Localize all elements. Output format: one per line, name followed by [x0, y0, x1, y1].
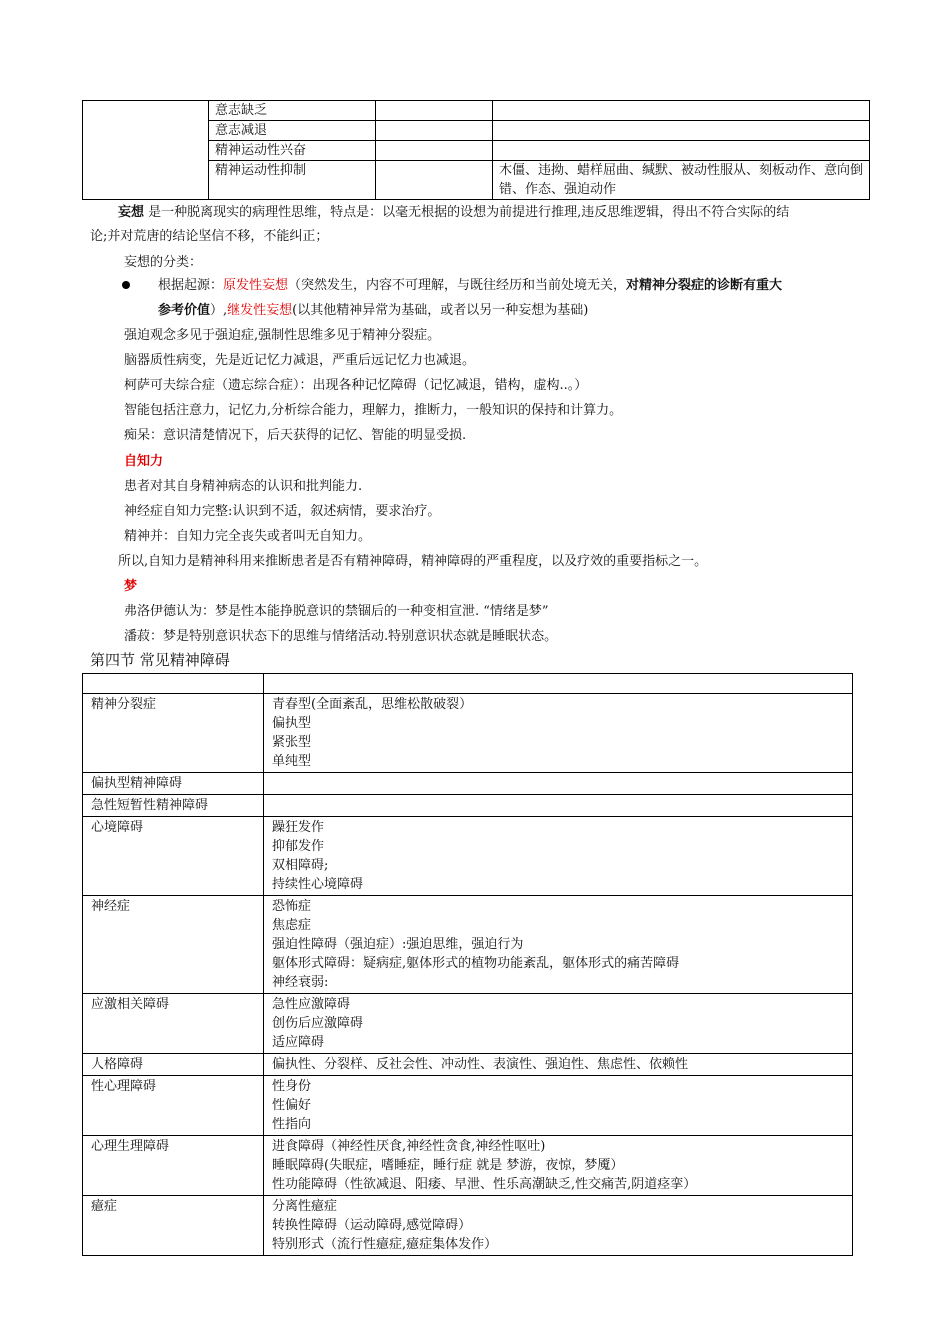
disorder-items — [264, 1136, 853, 1196]
disorder-item: 青春型(全面紊乱，思维松散破裂） — [272, 697, 473, 712]
disorder-name: 神经症 — [83, 896, 264, 994]
disorder-name: 癔症 — [83, 1196, 264, 1256]
delusion-definition-cont: 论;并对荒唐的结论坚信不移，不能纠正； — [90, 229, 329, 244]
note-line: 脑器质性病变，先是近记忆力减退，严重后远记忆力也减退。 — [124, 353, 476, 368]
table-cell-detail — [493, 121, 870, 141]
classification-bullet-cont: 参考价值）,继发性妄想(以其他精神异常为基础，或者以另一种妄想为基础) — [158, 303, 589, 318]
disorder-item: 抑郁发作 — [272, 839, 325, 854]
disorder-item: 睡眠障碍(失眠症，嗜睡症，睡行症 就是 梦游，夜惊，梦魇） — [272, 1158, 624, 1173]
disorder-item: 性指向 — [272, 1117, 312, 1132]
classification-title: 妄想的分类： — [124, 255, 203, 270]
secondary-delusion: 继发性妄想 — [227, 303, 293, 318]
disorder-item: 急性应激障碍 — [272, 997, 351, 1012]
insight-line: 神经症自知力完整:认识到不适，叙述病情，要求治疗。 — [124, 504, 441, 519]
disorder-items — [264, 1076, 853, 1136]
table-cell-label: 精神运动性兴奋 — [209, 141, 376, 161]
table-cell-label: 意志缺乏 — [209, 101, 376, 121]
disorder-name: 应激相关障碍 — [83, 994, 264, 1054]
note-line: 智能包括注意力，记忆力,分析综合能力，理解力，推断力，一般知识的保持和计算力。 — [124, 403, 623, 418]
table-cell-detail — [493, 101, 870, 121]
disorder-items — [264, 1196, 853, 1256]
disorder-items — [264, 694, 853, 773]
disorder-item: 性偏好 — [272, 1098, 312, 1113]
disorder-item: 性功能障碍（性欲减退、阳痿、早泄、性乐高潮缺乏,性交痛苦,阴道痉挛） — [272, 1177, 697, 1192]
disorder-item: 强迫性障碍（强迫症）:强迫思维，强迫行为 — [272, 937, 524, 952]
delusion-definition: 妄想 是一种脱离现实的病理性思维，特点是：以毫无根据的设想为前提进行推理,违反思维逻辑，得出不符合实际的结 — [118, 205, 790, 220]
disorders-table — [82, 673, 853, 1256]
disorder-item: 偏执型 — [272, 716, 312, 731]
insight-line: 所以,自知力是精神科用来推断患者是否有精神障碍，精神障碍的严重程度，以及疗效的重要指标之一。 — [118, 554, 708, 569]
disorder-item: 恐怖症 — [272, 899, 312, 914]
dream-line: 潘菽：梦是特别意识状态下的思维与情绪活动.特别意识状态就是睡眠状态。 — [124, 629, 558, 644]
disorder-item: 偏执性、分裂样、反社会性、冲动性、表演性、强迫性、焦虑性、依赖性 — [272, 1057, 689, 1072]
section-heading: 第四节 常见精神障碍 — [90, 651, 230, 669]
volition-table — [82, 100, 870, 200]
dream-title: 梦 — [124, 579, 138, 594]
disorder-name: 性心理障碍 — [83, 1076, 264, 1136]
note-line: 柯萨可夫综合症（遗忘综合症）：出现各种记忆障碍（记忆减退，错构，虚构..。） — [124, 378, 588, 393]
disorder-item: 性身份 — [272, 1079, 312, 1094]
disorder-item: 转换性障碍（运动障碍,感觉障碍） — [272, 1218, 472, 1233]
table-cell-detail: 木僵、违拗、蜡样屈曲、缄默、被动性服从、刻板动作、意向倒错、作态、强迫动作 — [493, 161, 870, 200]
dream-line: 弗洛伊德认为：梦是性本能挣脱意识的禁锢后的一种变相宣泄. “情绪是梦” — [124, 604, 549, 619]
insight-line: 患者对其自身精神病态的认识和批判能力. — [124, 479, 363, 494]
disorder-item: 分离性癔症 — [272, 1199, 338, 1214]
insight-title: 自知力 — [124, 454, 164, 469]
disorder-item: 单纯型 — [272, 754, 312, 769]
disorder-items — [264, 817, 853, 896]
table-merged-cell — [83, 101, 209, 200]
table-cell-label: 精神运动性抑制 — [209, 161, 376, 200]
table-cell-label: 意志减退 — [209, 121, 376, 141]
disorder-items — [264, 896, 853, 994]
disorder-item: 双相障碍; — [272, 858, 329, 873]
disorder-name: 急性短暂性精神障碍 — [83, 795, 264, 817]
disorder-items — [264, 994, 853, 1054]
disorder-items — [264, 795, 853, 817]
disorder-item: 持续性心境障碍 — [272, 877, 364, 892]
disorder-items — [264, 1054, 853, 1076]
note-line: 强迫观念多见于强迫症,强制性思维多见于精神分裂症。 — [124, 328, 441, 343]
bullet-icon — [122, 281, 130, 289]
disorder-item: 躁狂发作 — [272, 820, 325, 835]
disorder-item: 特别形式（流行性癔症,癔症集体发作） — [272, 1237, 498, 1252]
disorder-name: 人格障碍 — [83, 1054, 264, 1076]
insight-line: 精神并：自知力完全丧失或者叫无自知力。 — [124, 529, 372, 544]
disorder-item: 创伤后应激障碍 — [272, 1016, 364, 1031]
table-cell-detail — [493, 141, 870, 161]
note-line: 痴呆：意识清楚情况下，后天获得的记忆、智能的明显受损. — [124, 428, 467, 443]
disorder-name: 精神分裂症 — [83, 694, 264, 773]
disorder-name: 心境障碍 — [83, 817, 264, 896]
disorder-name: 心理生理障碍 — [83, 1136, 264, 1196]
disorder-item: 适应障碍 — [272, 1035, 325, 1050]
classification-bullet: 根据起源：原发性妄想（突然发生，内容不可理解，与既往经历和当前处境无关，对精神分裂症的诊断有重大 — [158, 278, 783, 293]
disorder-items — [264, 773, 853, 795]
disorder-item: 神经衰弱: — [272, 975, 329, 990]
disorder-item: 紧张型 — [272, 735, 312, 750]
primary-delusion: 原发性妄想 — [223, 278, 289, 293]
disorder-item: 进食障碍（神经性厌食,神经性贪食,神经性呕吐) — [272, 1139, 546, 1154]
disorder-item: 躯体形式障碍：疑病症,躯体形式的植物功能紊乱，躯体形式的痛苦障碍 — [272, 956, 680, 971]
disorder-item: 焦虑症 — [272, 918, 312, 933]
disorder-name: 偏执型精神障碍 — [83, 773, 264, 795]
